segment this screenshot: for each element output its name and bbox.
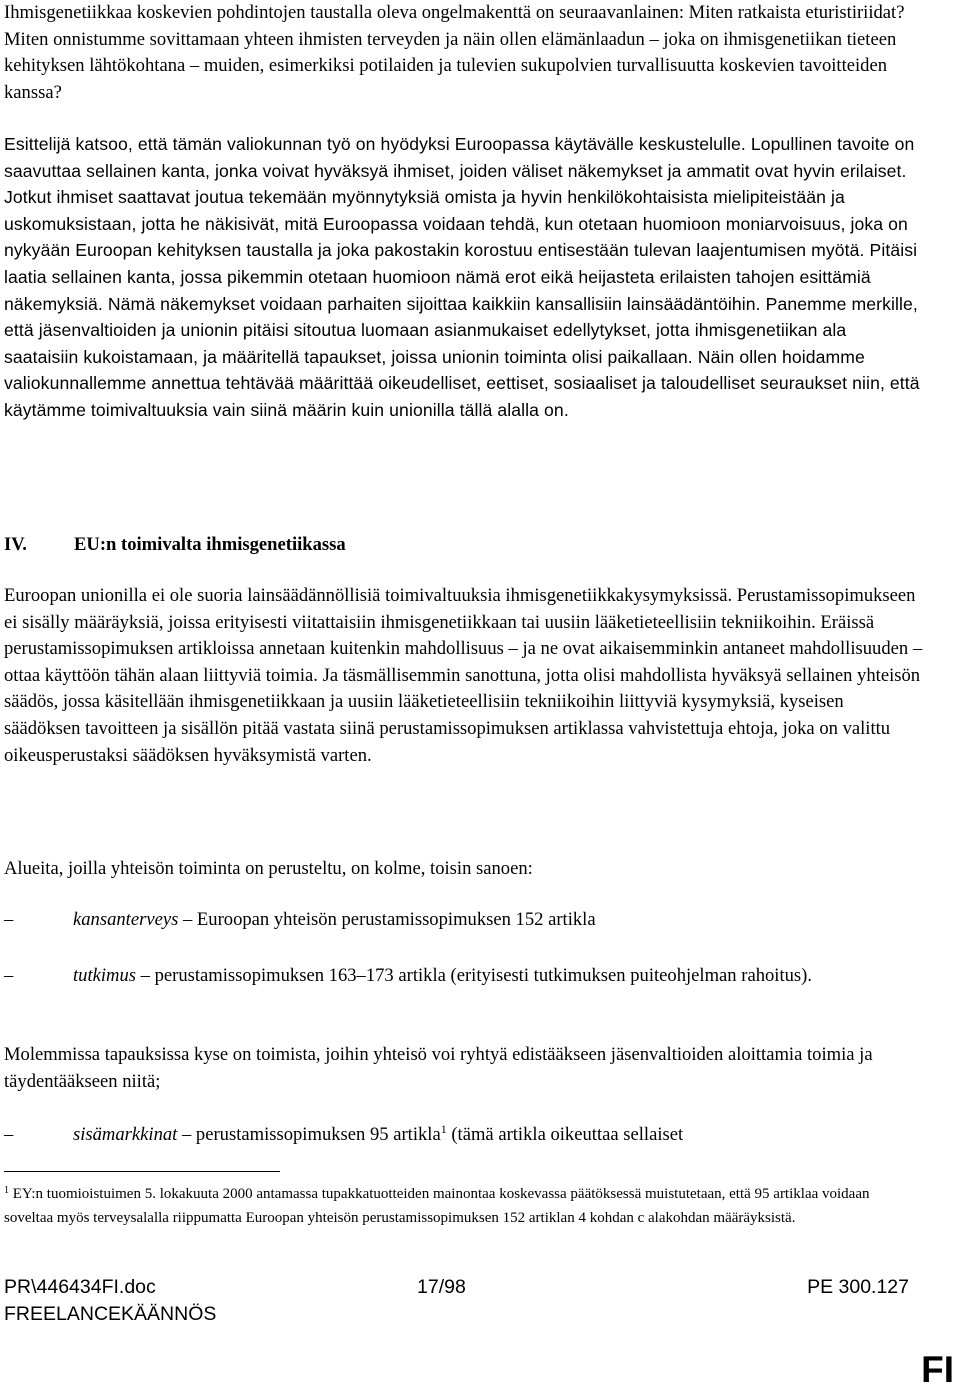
measures-paragraph: Molemmissa tapauksissa kyse on toimista, joihin yhteisö voi ryhtyä edistääkseen jäsenvaltioiden aloittamia toimia ja täydentääkseen niitä; [4, 1044, 873, 1092]
list-item-term: tutkimus [73, 965, 137, 986]
intro-paragraph: Ihmisgenetiikkaa koskevien pohdintojen taustalla oleva ongelmakenttä on seuraavanlainen: Miten ratkaista eturistiriidat? Miten onnistumme sovittamaan yhteen ihmisten terveyden ja näin ollen elämänlaadun – joka on ihmisgenetiikan tieteen kehityksen lähtökohtana – muiden, esimerkiksi potilaiden ja tulevien sukupolvien turvallisuutta koskevien tavoitteiden kanssa? [4, 2, 905, 103]
footnote-text: EY:n tuomioistuimen 5. lokakuuta 2000 antamassa tupakkatuotteiden mainontaa koskevassa päätöksessä muistutetaan, että 95 artiklaa voidaan soveltaa myös terveysalalla riippumatta Euroopan yhteisön perustamissopimuksen 152 artiklan 4 kohdan c alakohdan määräyksistä. [4, 1186, 870, 1226]
list-item-body [73, 1122, 923, 1149]
pe-reference: PE 300.127 [807, 1276, 909, 1298]
dash-bullet: – [4, 965, 14, 986]
areas-intro-paragraph: Alueita, joilla yhteisön toiminta on perusteltu, on kolme, toisin sanoen: [4, 858, 533, 879]
language-code: FI [921, 1349, 954, 1390]
dash-bullet: – [4, 1124, 14, 1145]
footnote-separator [4, 1171, 280, 1172]
rapporteur-paragraph-part-1: Esittelijä katsoo, että tämän valiokunnan työ on hyödyksi Euroopassa käytävälle keskustelulle. Lopullinen tavoite on saavuttaa sellainen kanta, jonka voivat hyväksyä ihmiset, joiden väliset näkemykset ja ammatit ovat hyvin erilaiset. [4, 134, 915, 181]
section-title: EU:n toimivalta ihmisgenetiikassa [74, 534, 346, 555]
list-item-text: – perustamissopimuksen 95 artikla [177, 1124, 441, 1145]
list-item-body [73, 963, 923, 990]
list-item-text: – perustamissopimuksen 163–173 artikla (erityisesti tutkimuksen puiteohjelman rahoitus). [136, 965, 813, 986]
section-number: IV. [4, 534, 27, 555]
footnote-number: 1 [4, 1185, 9, 1196]
list-item-term: kansanterveys [73, 909, 179, 930]
list-item-text: – Euroopan yhteisön perustamissopimuksen 152 artikla [178, 909, 596, 930]
translation-status: FREELANCEKÄÄNNÖS [4, 1303, 217, 1325]
list-item-text-continued: (tämä artikla oikeuttaa sellaiset [446, 1124, 684, 1145]
rapporteur-paragraph-part-2: Jotkut ihmiset saattavat joutua tekemään myönnytyksiä omista ja hyvin henkilökohtaisista mielipiteistään ja uskomuksistaan, jotta he näkisivät, mitä Euroopassa voidaan tehdä, kun otetaan huomioon moniarvoisuus, joka on nykyään Euroopan kehityksen taustalla ja joka pakostakin korostuu entisestään tulevan laajentumisen myötä. [4, 187, 908, 261]
rapporteur-paragraph [4, 131, 924, 424]
document-reference: PR\446434FI.doc [4, 1276, 156, 1298]
rapporteur-paragraph-part-3: Pitäisi laatia sellainen kanta, jossa pikemmin otetaan huomioon nämä erot eikä heijasteta erilaisten tahojen esittämiä näkemyksiä. Nämä näkemykset voidaan parhaiten sijoittaa kaikkiin kansallisiin lainsäädäntöihin. Panemme merkille, että jäsenvaltioiden ja unionin pitäisi sitoutua luomaan asianmukaiset edellytykset, jotta ihmisgenetiikan ala saataisiin kukoistamaan, ja määritellä tapaukset, joissa unionin toiminta olisi paikallaan. Näin ollen hoidamme valiokunnallemme annettua tehtävää määrittää oikeudelliset, eettiset, sosiaaliset ja taloudelliset seuraukset niin, että käytämme toimivaltuuksia vain siinä määrin kuin unionilla tällä alalla on. [4, 240, 920, 420]
list-item-term: sisämarkkinat [73, 1124, 178, 1145]
page-number: 17/98 [417, 1276, 466, 1298]
dash-bullet: – [4, 909, 14, 930]
footnote-reference[interactable]: 1 [440, 1122, 447, 1136]
competence-paragraph: Euroopan unionilla ei ole suoria lainsäädännöllisiä toimivaltuuksia ihmisgenetiikkakysymyksissä. Perustamissopimukseen ei sisälly määräyksiä, joissa erityisesti viitattaisiin ihmisgenetiikkaan tai uusiin lääketieteellisiin tekniikoihin. Eräissä perustamissopimuksen artikloissa annetaan kuitenkin mahdollisuus – ja ne ovat aikaisemminkin antaneet mahdollisuuden – ottaa käyttöön tähän alaan liittyviä toimia. Ja täsmällisemmin sanottuna, jotta olisi mahdollista hyväksyä sellainen yhteisön säädös, jossa käsitellään ihmisgenetiikkaan ja uusiin lääketieteellisiin tekniikoihin liittyviä kysymyksiä, kyseisen säädöksen tavoitteen ja sisällön pitää vastata siinä perustamissopimuksen artiklassa vahvistettuja ehtoja, joka on valittu oikeusperustaksi säädöksen hyväksymistä varten. [4, 585, 923, 766]
footnote [4, 1183, 904, 1230]
list-item-body [73, 907, 923, 934]
